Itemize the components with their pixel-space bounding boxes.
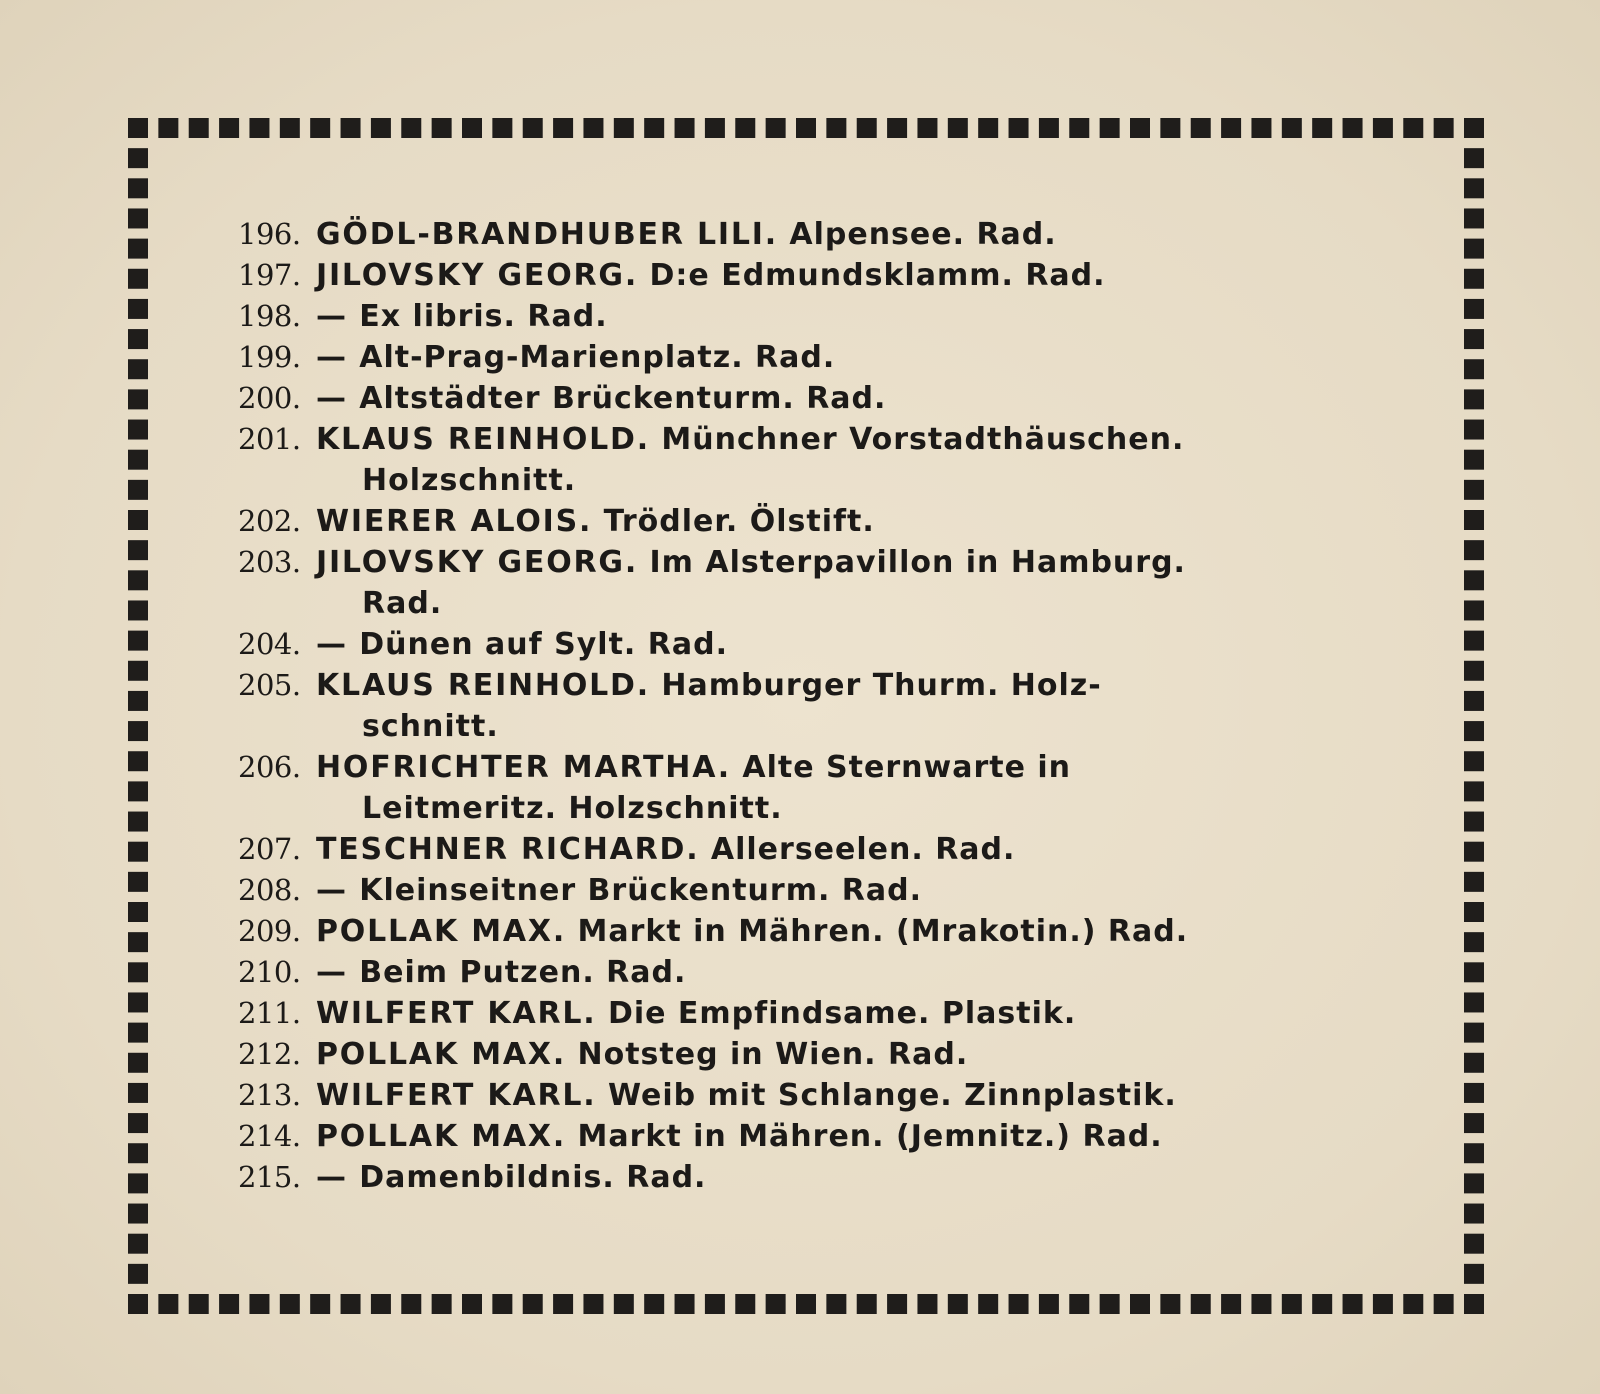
artist-name: — <box>316 627 348 662</box>
list-item <box>238 911 1398 952</box>
border-square <box>1191 118 1211 138</box>
entry-number: 214. <box>238 1119 301 1153</box>
border-square <box>1069 1294 1089 1314</box>
entry-number: 196. <box>238 217 301 251</box>
border-square <box>189 118 209 138</box>
border-square <box>128 148 148 168</box>
list-item <box>238 1116 1398 1157</box>
border-square <box>1373 118 1393 138</box>
border-square <box>1464 1113 1484 1133</box>
border-square <box>128 1143 148 1163</box>
border-square <box>280 1294 300 1314</box>
entry-number: 210. <box>238 955 301 989</box>
artist-name: TESCHNER RICHARD. <box>316 832 700 867</box>
entry-body <box>316 829 1398 870</box>
border-square <box>1464 781 1484 801</box>
border-square <box>1039 118 1059 138</box>
work-title-continuation: Leitmeritz. Holzschnitt. <box>362 791 783 826</box>
border-square <box>219 118 239 138</box>
work-title: Alte Sternwarte in <box>742 750 1072 785</box>
border-square <box>766 1294 786 1314</box>
list-item <box>238 665 1398 747</box>
border-square <box>249 1294 269 1314</box>
list-item <box>238 1034 1398 1075</box>
border-square <box>128 631 148 651</box>
work-title: Markt in Mähren. (Jemnitz.) Rad. <box>577 1119 1163 1154</box>
entry-number: 203. <box>238 545 301 579</box>
border-square <box>705 1294 725 1314</box>
border-square <box>1464 118 1484 138</box>
border-square <box>1464 359 1484 379</box>
entry-number: 209. <box>238 914 301 948</box>
entry-body <box>316 624 1398 665</box>
border-square <box>128 1264 148 1284</box>
border-square <box>128 480 148 500</box>
border-square <box>128 872 148 892</box>
work-title: Allerseelen. Rad. <box>710 832 1016 867</box>
artist-name: KLAUS REINHOLD. <box>316 422 650 457</box>
border-square <box>1464 570 1484 590</box>
border-square <box>128 118 148 138</box>
border-square <box>371 118 391 138</box>
border-square <box>1282 1294 1302 1314</box>
border-square <box>583 118 603 138</box>
entry-number: 213. <box>238 1078 301 1112</box>
entry-body <box>316 214 1398 255</box>
work-title: Damenbildnis. Rad. <box>359 1160 707 1195</box>
artist-name: — <box>316 955 348 990</box>
border-square <box>1039 1294 1059 1314</box>
work-title: Alt-Prag-Marienplatz. Rad. <box>359 340 836 375</box>
work-title: Münchner Vorstadthäuschen. <box>661 422 1185 457</box>
border-square <box>1464 148 1484 168</box>
border-square <box>1221 118 1241 138</box>
border-square <box>128 721 148 741</box>
artist-name: — <box>316 340 348 375</box>
border-square <box>1464 420 1484 440</box>
border-square <box>1312 118 1332 138</box>
border-square <box>219 1294 239 1314</box>
border-square <box>553 118 573 138</box>
border-square <box>857 118 877 138</box>
work-title: Kleinseitner Brückenturm. Rad. <box>359 873 923 908</box>
work-title: Altstädter Brückenturm. Rad. <box>359 381 887 416</box>
border-square <box>1343 118 1363 138</box>
entry-body <box>316 870 1398 911</box>
border-square <box>1464 1053 1484 1073</box>
border-square <box>1464 962 1484 982</box>
border-square <box>432 1294 452 1314</box>
border-square <box>401 118 421 138</box>
entry-body <box>316 255 1398 296</box>
work-title: Im Alsterpavillon in Hamburg. <box>649 545 1186 580</box>
border-square <box>1100 118 1120 138</box>
work-title: Weib mit Schlange. Zinnplastik. <box>607 1078 1177 1113</box>
list-item <box>238 214 1398 255</box>
border-square <box>128 1173 148 1193</box>
border-square <box>128 570 148 590</box>
border-square <box>1464 450 1484 470</box>
border-square <box>1403 1294 1423 1314</box>
artist-name: WILFERT KARL. <box>316 996 597 1031</box>
border-square <box>1464 932 1484 952</box>
entry-number: 201. <box>238 422 301 456</box>
border-square <box>917 1294 937 1314</box>
artist-name: WIERER ALOIS. <box>316 504 593 539</box>
entry-number: 204. <box>238 627 301 661</box>
border-square <box>735 1294 755 1314</box>
border-square <box>826 118 846 138</box>
border-square <box>857 1294 877 1314</box>
list-item <box>238 255 1398 296</box>
work-title-continuation: Rad. <box>362 586 443 621</box>
border-square <box>614 118 634 138</box>
border-square <box>189 1294 209 1314</box>
entry-number: 205. <box>238 668 301 702</box>
artist-name: — <box>316 873 348 908</box>
border-square <box>462 1294 482 1314</box>
list-item <box>238 501 1398 542</box>
list-item <box>238 378 1398 419</box>
border-square <box>523 118 543 138</box>
border-square <box>1434 118 1454 138</box>
border-square <box>371 1294 391 1314</box>
entry-body <box>316 1034 1398 1075</box>
border-square <box>158 1294 178 1314</box>
border-square <box>128 842 148 862</box>
border-square <box>948 1294 968 1314</box>
artist-name: POLLAK MAX. <box>316 1037 567 1072</box>
entry-body <box>316 1157 1398 1198</box>
border-square <box>523 1294 543 1314</box>
list-item <box>238 870 1398 911</box>
border-square <box>492 1294 512 1314</box>
border-square <box>462 118 482 138</box>
border-square <box>128 1083 148 1103</box>
entry-body <box>316 378 1398 419</box>
border-square <box>1464 1294 1484 1314</box>
entry-number: 208. <box>238 873 301 907</box>
list-item <box>238 952 1398 993</box>
border-square <box>1282 118 1302 138</box>
border-square <box>1464 1083 1484 1103</box>
border-square <box>1464 389 1484 409</box>
border-square <box>1009 118 1029 138</box>
artist-name: KLAUS REINHOLD. <box>316 668 650 703</box>
list-item <box>238 1075 1398 1116</box>
entry-number: 212. <box>238 1037 301 1071</box>
entry-number: 200. <box>238 381 301 415</box>
border-square <box>1464 510 1484 530</box>
border-square <box>644 118 664 138</box>
list-item <box>238 337 1398 378</box>
border-square <box>128 992 148 1012</box>
border-square <box>1464 208 1484 228</box>
work-title: Dünen auf Sylt. Rad. <box>359 627 728 662</box>
work-title: Die Empfindsame. Plastik. <box>607 996 1077 1031</box>
border-square <box>1464 239 1484 259</box>
border-square <box>249 118 269 138</box>
entry-body <box>316 911 1398 952</box>
border-square <box>128 269 148 289</box>
border-square <box>1343 1294 1363 1314</box>
border-square <box>1464 1173 1484 1193</box>
border-square <box>1464 1204 1484 1224</box>
list-item <box>238 829 1398 870</box>
border-square <box>1464 269 1484 289</box>
border-square <box>128 1294 148 1314</box>
border-square <box>1069 118 1089 138</box>
entry-body <box>316 419 1398 501</box>
entry-number: 206. <box>238 750 301 784</box>
work-title: Notsteg in Wien. Rad. <box>577 1037 969 1072</box>
border-square <box>128 420 148 440</box>
border-square <box>341 1294 361 1314</box>
border-square <box>1464 1264 1484 1284</box>
border-square <box>128 359 148 379</box>
border-square <box>1464 1234 1484 1254</box>
work-title: Beim Putzen. Rad. <box>359 955 687 990</box>
artist-name: HOFRICHTER MARTHA. <box>316 750 731 785</box>
entry-body <box>316 296 1398 337</box>
work-title: Markt in Mähren. (Mrakotin.) Rad. <box>577 914 1189 949</box>
entry-body <box>316 1075 1398 1116</box>
list-item <box>238 747 1398 829</box>
work-title: D:e Edmundsklamm. Rad. <box>649 258 1106 293</box>
border-square <box>1464 299 1484 319</box>
border-square <box>1130 118 1150 138</box>
border-square <box>158 118 178 138</box>
border-square <box>1251 118 1271 138</box>
artist-name: POLLAK MAX. <box>316 914 567 949</box>
border-square <box>675 118 695 138</box>
border-square <box>128 812 148 832</box>
border-square <box>583 1294 603 1314</box>
border-square <box>1464 691 1484 711</box>
border-square <box>553 1294 573 1314</box>
border-square <box>432 118 452 138</box>
list-item <box>238 296 1398 337</box>
border-square <box>128 540 148 560</box>
entry-body <box>316 1116 1398 1157</box>
list-item <box>238 1157 1398 1198</box>
entry-body <box>316 337 1398 378</box>
border-square <box>128 1053 148 1073</box>
entry-number: 207. <box>238 832 301 866</box>
border-square <box>1464 721 1484 741</box>
entry-number: 198. <box>238 299 301 333</box>
list-item <box>238 993 1398 1034</box>
entry-number: 197. <box>238 258 301 292</box>
border-square <box>1009 1294 1029 1314</box>
border-square <box>1464 540 1484 560</box>
border-square <box>128 299 148 319</box>
border-square <box>766 118 786 138</box>
border-square <box>1464 902 1484 922</box>
border-square <box>341 118 361 138</box>
entry-number: 215. <box>238 1160 301 1194</box>
artist-name: — <box>316 381 348 416</box>
list-item <box>238 419 1398 501</box>
border-square <box>128 450 148 470</box>
border-square <box>705 118 725 138</box>
entry-body <box>316 665 1398 747</box>
border-square <box>978 1294 998 1314</box>
artist-name: JILOVSKY GEORG. <box>316 258 639 293</box>
border-square <box>1191 1294 1211 1314</box>
border-square <box>1464 992 1484 1012</box>
border-square <box>280 118 300 138</box>
work-title-continuation: Holzschnitt. <box>362 463 577 498</box>
border-square <box>614 1294 634 1314</box>
entry-body <box>316 747 1398 829</box>
border-square <box>948 118 968 138</box>
work-title: Alpensee. Rad. <box>789 217 1057 252</box>
work-title: Ex libris. Rad. <box>359 299 608 334</box>
border-square <box>1373 1294 1393 1314</box>
border-square <box>1403 118 1423 138</box>
border-square <box>492 118 512 138</box>
border-square <box>1221 1294 1241 1314</box>
border-square <box>1464 842 1484 862</box>
border-square <box>128 600 148 620</box>
border-square <box>128 389 148 409</box>
work-title: Hamburger Thurm. Holz- <box>661 668 1102 703</box>
border-square <box>978 118 998 138</box>
artist-name: JILOVSKY GEORG. <box>316 545 639 580</box>
border-square <box>310 118 330 138</box>
artist-name: — <box>316 1160 348 1195</box>
list-item <box>238 542 1398 624</box>
border-square <box>128 932 148 952</box>
border-square <box>128 510 148 530</box>
border-square <box>1464 480 1484 500</box>
border-square <box>1464 1143 1484 1163</box>
border-square <box>1251 1294 1271 1314</box>
border-square <box>310 1294 330 1314</box>
border-square <box>887 118 907 138</box>
border-square <box>1160 118 1180 138</box>
border-square <box>128 178 148 198</box>
border-square <box>1464 329 1484 349</box>
artist-name: GÖDL-BRANDHUBER LILI. <box>316 217 778 252</box>
border-square <box>887 1294 907 1314</box>
entry-body <box>316 993 1398 1034</box>
border-square <box>128 1234 148 1254</box>
artist-name: — <box>316 299 348 334</box>
entry-number: 211. <box>238 996 301 1030</box>
border-square <box>128 781 148 801</box>
border-square <box>1100 1294 1120 1314</box>
border-square <box>675 1294 695 1314</box>
entry-body <box>316 952 1398 993</box>
border-square <box>917 118 937 138</box>
border-square <box>1464 600 1484 620</box>
border-square <box>128 661 148 681</box>
border-square <box>128 1204 148 1224</box>
border-square <box>1464 178 1484 198</box>
border-square <box>1160 1294 1180 1314</box>
border-square <box>128 1113 148 1133</box>
border-square <box>1130 1294 1150 1314</box>
border-square <box>1464 751 1484 771</box>
border-square <box>128 751 148 771</box>
border-square <box>128 691 148 711</box>
border-square <box>1464 631 1484 651</box>
border-square <box>796 1294 816 1314</box>
border-square <box>796 118 816 138</box>
entry-body <box>316 501 1398 542</box>
border-square <box>1464 872 1484 892</box>
border-square <box>128 208 148 228</box>
entry-number: 199. <box>238 340 301 374</box>
artist-name: POLLAK MAX. <box>316 1119 567 1154</box>
border-square <box>826 1294 846 1314</box>
list-item <box>238 624 1398 665</box>
border-square <box>735 118 755 138</box>
border-square <box>128 1023 148 1043</box>
border-square <box>128 239 148 259</box>
entry-body <box>316 542 1398 624</box>
border-square <box>401 1294 421 1314</box>
entry-number: 202. <box>238 504 301 538</box>
border-square <box>128 329 148 349</box>
border-square <box>644 1294 664 1314</box>
border-square <box>1434 1294 1454 1314</box>
border-square <box>128 962 148 982</box>
work-title: Trödler. Ölstift. <box>603 504 875 539</box>
border-square <box>1464 812 1484 832</box>
work-title-continuation: schnitt. <box>362 709 499 744</box>
border-square <box>1464 661 1484 681</box>
exhibit-list <box>238 214 1398 1198</box>
border-square <box>1464 1023 1484 1043</box>
border-square <box>128 902 148 922</box>
border-square <box>1312 1294 1332 1314</box>
artist-name: WILFERT KARL. <box>316 1078 597 1113</box>
